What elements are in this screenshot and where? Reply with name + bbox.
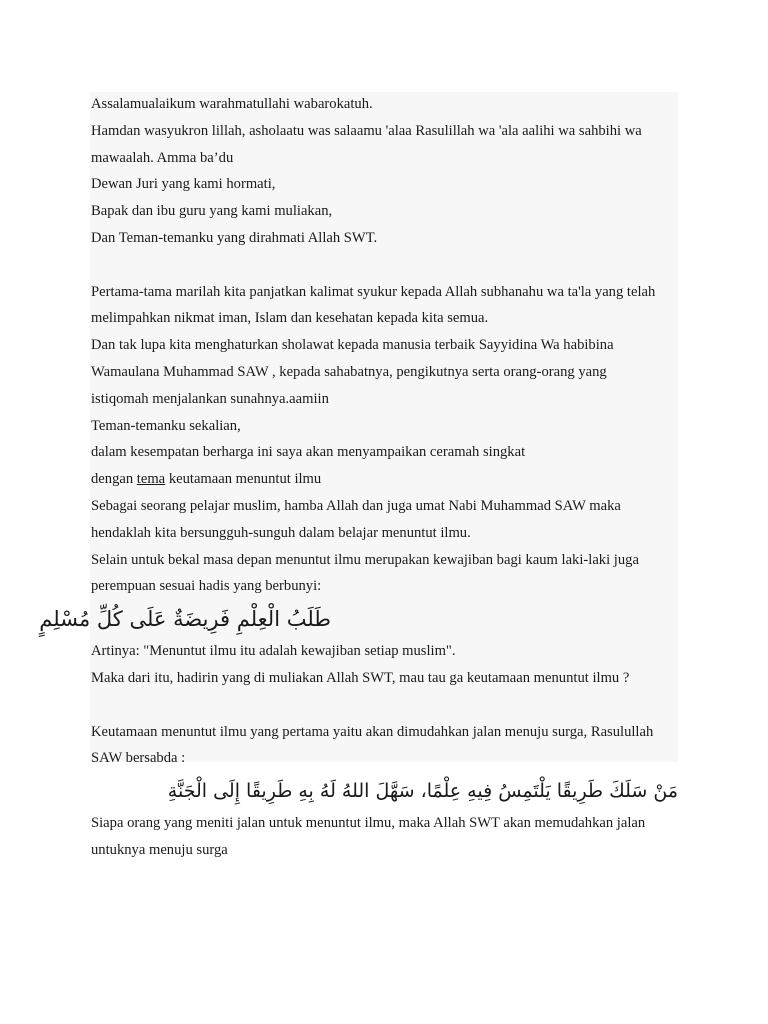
sholawat-line-1: Dan tak lupa kita menghaturkan sholawat kepada manusia terbaik Sayyidina Wa habibina: [91, 337, 614, 354]
address-teachers: Bapak dan ibu guru yang kami muliakan,: [91, 203, 333, 220]
sholawat-line-2: Wamaulana Muhammad SAW , kepada sahabatnya, pengikutnya serta orang-orang yang: [91, 363, 607, 380]
gratitude-line-1: Pertama-tama marilah kita panjatkan kalimat syukur kepada Allah subhanahu wa ta'la yang telah: [91, 283, 656, 300]
opening-line-1: Hamdan wasyukron lillah, asholaatu was salaamu 'alaa Rasulillah wa 'ala aalihi wa sahbihi wa: [91, 122, 642, 139]
address-friends: Dan Teman-temanku yang dirahmati Allah SWT.: [91, 229, 378, 246]
theme-suffix: keutamaan menuntut ilmu: [165, 471, 322, 488]
greeting-line: Assalamualaikum warahmatullahi wabarokatuh.: [91, 96, 373, 112]
friends-line: Teman-temanku sekalian,: [91, 417, 241, 434]
address-jury: Dewan Juri yang kami hormati,: [91, 176, 276, 193]
gratitude-line-2: melimpahkan nikmat iman, Islam dan kesehatan kepada kita semua.: [91, 310, 489, 327]
translation-line: Artinya: "Menuntut ilmu itu adalah kewajiban setiap muslim".: [91, 643, 456, 660]
document-body: [39, 91, 681, 864]
blank-line: [91, 692, 681, 719]
arabic-hadith-2: مَنْ سَلَكَ طَرِيقًا يَلْتَمِسُ فِيهِ عِلْمًا، سَهَّلَ اللهُ لَهُ بِهِ طَرِيقًا إِلَى الْجَنَّةِ: [167, 780, 678, 803]
obligation-line-2: perempuan sesuai hadis yang berbunyi:: [91, 578, 322, 595]
blank-line: [91, 252, 681, 279]
question-line: Maka dari itu, hadirin yang di muliakan Allah SWT, mau tau ga keutamaan menuntut ilmu ?: [91, 669, 630, 686]
arabic-hadith-1: طَلَبُ الْعِلْمِ فَرِيضَةٌ عَلَى كُلِّ مُسْلِمٍ: [39, 607, 331, 632]
student-line-1: Sebagai seorang pelajar muslim, hamba Allah dan juga umat Nabi Muhammad SAW maka: [91, 497, 621, 514]
virtue-line-1: Keutamaan menuntut ilmu yang pertama yaitu akan dimudahkan jalan menuju surga, Rasulullah: [91, 723, 654, 740]
obligation-line-1: Selain untuk bekal masa depan menuntut ilmu merupakan kewajiban bagi kaum laki-laki juga: [91, 551, 639, 568]
virtue-line-2: SAW bersabda :: [91, 750, 186, 767]
meaning-line-2: untuknya menuju surga: [91, 841, 228, 858]
theme-prefix: dengan: [91, 471, 137, 488]
theme-link[interactable]: tema: [136, 471, 166, 488]
meaning-line-1: Siapa orang yang meniti jalan untuk menuntut ilmu, maka Allah SWT akan memudahkan jalan: [91, 815, 646, 832]
sholawat-line-3: istiqomah menjalankan sunahnya.aamiin: [91, 390, 329, 407]
opening-line-2: mawaalah. Amma ba’du: [91, 149, 234, 166]
theme-line: [91, 466, 681, 493]
occasion-line: dalam kesempatan berharga ini saya akan menyampaikan ceramah singkat: [91, 444, 526, 461]
student-line-2: hendaklah kita bersungguh-sunguh dalam belajar menuntut ilmu.: [91, 524, 471, 541]
